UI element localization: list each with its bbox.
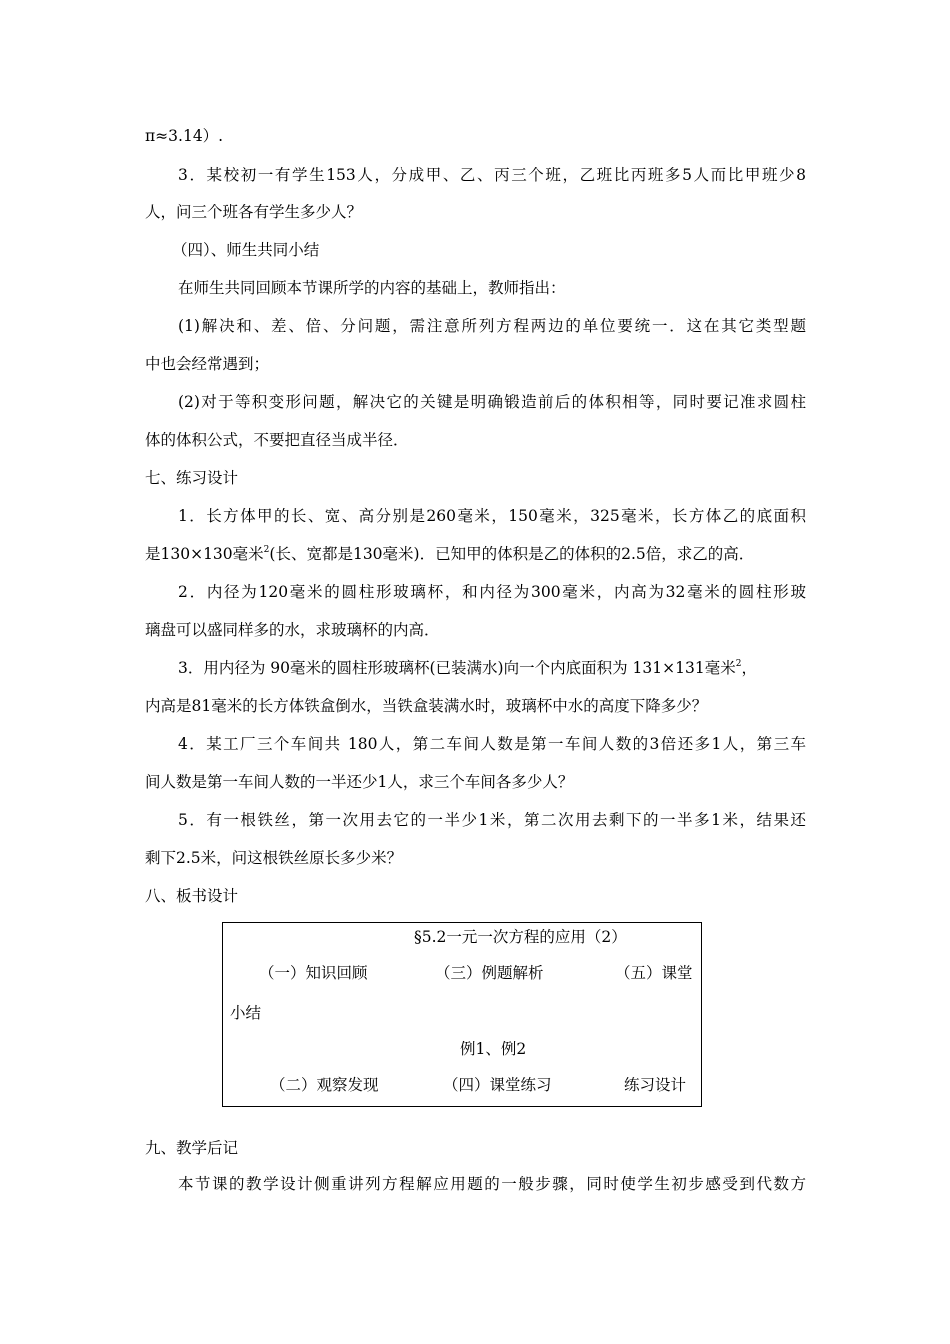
board-item-knowledge-review: （一）知识回顾 (259, 964, 368, 982)
board-examples: 例1、例2 (460, 1040, 527, 1058)
exercise-2-line-1: 2．内径为120毫米的圆柱形玻璃杯，和内径为300毫米，内高为32毫米的圆柱形玻 (178, 583, 806, 601)
exercise-1-text-b: (长、宽都是130毫米)．已知甲的体积是乙的体积的2.5倍，求乙的高． (269, 545, 755, 563)
board-item-example-analysis: （三）例题解析 (435, 964, 544, 982)
question-3-line-2: 人，问三个班各有学生多少人？ (145, 203, 363, 221)
summary-point-1-line-2: 中也会经常遇到； (145, 355, 270, 373)
pi-approx-line: π≈3.14）. (145, 127, 224, 145)
section-9-heading: 九、教学后记 (145, 1139, 239, 1157)
exercise-1-superscript: 2 (263, 545, 270, 555)
exercise-2-line-2: 璃盘可以盛同样多的水，求玻璃杯的内高． (145, 621, 440, 639)
exercise-3-text-a: 3．用内径为 90毫米的圆柱形玻璃杯(已装满水)向一个内底面积为 131×131毫米 (178, 659, 736, 677)
summary-point-2-line-2: 体的体积公式，不要把直径当成半径． (145, 431, 409, 449)
exercise-5-line-1: 5．有一根铁丝，第一次用去它的一半少1米，第二次用去剩下的一半多1米，结果还 (178, 811, 806, 829)
section-4-heading: （四）、师生共同小结 (172, 241, 320, 259)
exercise-3-superscript: 2 (735, 659, 742, 669)
section-7-heading: 七、练习设计 (145, 469, 239, 487)
exercise-3-line-1 (178, 658, 757, 678)
summary-intro: 在师生共同回顾本节课所学的内容的基础上，教师指出： (178, 279, 566, 297)
exercise-1-line-1: 1．长方体甲的长、宽、高分别是260毫米，150毫米，325毫米，长方体乙的底面积 (178, 507, 806, 525)
board-item-observation: （二）观察发现 (270, 1076, 379, 1094)
section-8-heading: 八、板书设计 (145, 887, 239, 905)
exercise-3-line-2: 内高是81毫米的长方体铁盒倒水，当铁盒装满水时，玻璃杯中水的高度下降多少？ (145, 697, 708, 715)
board-item-exercise-design: 练习设计 (624, 1076, 687, 1094)
exercise-1-text-a: 是130×130毫米 (145, 545, 264, 563)
board-design-box (222, 922, 702, 1107)
board-title: §5.2一元一次方程的应用（2） (414, 928, 627, 946)
exercise-4-line-1: 4．某工厂三个车间共 180人，第二车间人数是第一车间人数的3倍还多1人，第三车 (178, 735, 806, 753)
exercise-4-line-2: 间人数是第一车间人数的一半还少1人，求三个车间各多少人？ (145, 773, 574, 791)
exercise-3-text-b: ， (741, 659, 757, 677)
summary-point-1-line-1: (1)解决和、差、倍、分问题，需注意所列方程两边的单位要统一．这在其它类型题 (178, 317, 806, 335)
postscript-line-1: 本节课的教学设计侧重讲列方程解应用题的一般步骤，同时使学生初步感受到代数方 (178, 1175, 806, 1193)
question-3-line-1: 3．某校初一有学生153人，分成甲、乙、丙三个班，乙班比丙班多5人而比甲班少8 (178, 166, 806, 184)
exercise-5-line-2: 剩下2.5米，问这根铁丝原长多少米？ (145, 849, 403, 867)
board-item-class-summary-part-2: 小结 (230, 1004, 262, 1022)
board-item-class-practice: （四）课堂练习 (443, 1076, 552, 1094)
board-item-class-summary-part-1: （五）课堂 (615, 964, 693, 982)
exercise-1-line-2 (145, 544, 754, 564)
summary-point-2-line-1: (2)对于等积变形问题，解决它的关键是明确锻造前后的体积相等，同时要记准求圆柱 (178, 393, 806, 411)
